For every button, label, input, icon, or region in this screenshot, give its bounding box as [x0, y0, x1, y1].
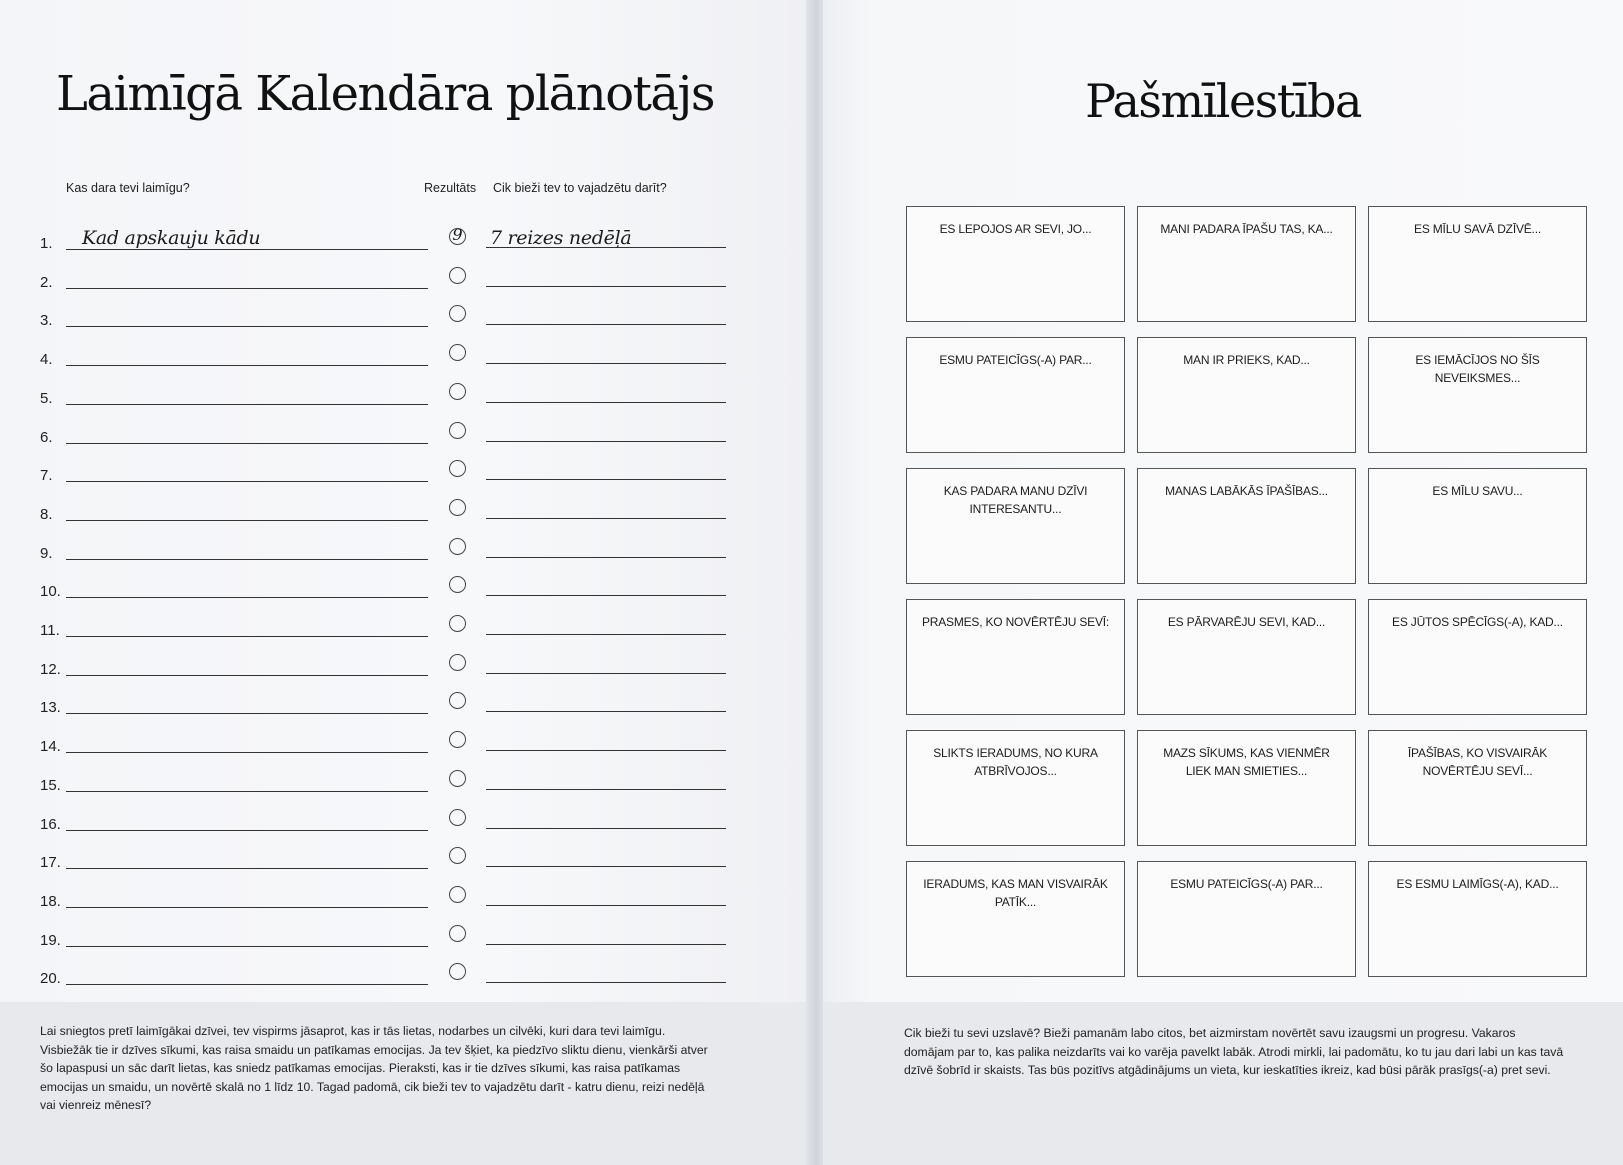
row-number: 15.	[40, 776, 61, 794]
score-circle[interactable]	[449, 383, 466, 400]
frequency-line[interactable]	[486, 286, 726, 287]
planner-title: Laimīgā Kalendāra plānotājs	[55, 66, 715, 122]
answer-line[interactable]	[66, 636, 428, 637]
prompt-label: ES JŪTOS SPĒCĪGS(-A), KAD...	[1392, 615, 1563, 629]
column-header-question: Kas dara tevi laimīgu?	[66, 181, 190, 195]
list-row	[0, 252, 813, 291]
answer-line[interactable]	[66, 907, 428, 908]
frequency-line[interactable]	[486, 518, 726, 519]
row-number: 16.	[40, 815, 61, 833]
score-circle[interactable]	[449, 809, 466, 826]
answer-line[interactable]	[66, 597, 428, 598]
right-footer-text: Cik bieži tu sevi uzslavē? Bieži pamanām labo citos, bet aizmirstam novērtēt savu izaugsmi un progresu. Vakaros domājam par to, kas palika neizdarīts vai ko varēja pavelkt labāk. Atrodi mirkli, lai padomātu, ko tu jau dari labi un kas tavā dzīvē šobrīd ir skaists. Tas būs pozitīvs atgādinājums un vieta, kur ieskatīties ikreiz, kad būsi pārāk prasīgs(-a) pret sevi.	[904, 1026, 1564, 1077]
frequency-line[interactable]	[486, 673, 726, 674]
prompt-label: MANI PADARA ĪPAŠU TAS, KA...	[1160, 222, 1333, 236]
list-row	[0, 445, 813, 484]
list-row	[0, 755, 813, 794]
list-row	[0, 910, 813, 949]
score-circle[interactable]	[449, 460, 466, 477]
prompt-label: MAN IR PRIEKS, KAD...	[1183, 353, 1310, 367]
prompt-box[interactable]	[906, 861, 1125, 977]
score-circle[interactable]	[449, 925, 466, 942]
prompt-box[interactable]	[1368, 599, 1587, 715]
frequency-line[interactable]	[486, 324, 726, 325]
list-row	[0, 677, 813, 716]
answer-line[interactable]	[66, 481, 428, 482]
score-circle[interactable]	[449, 615, 466, 632]
prompt-label: SLIKTS IERADUMS, NO KURA ATBRĪVOJOS...	[933, 746, 1098, 778]
prompt-box[interactable]	[1368, 730, 1587, 846]
answer-line[interactable]	[66, 559, 428, 560]
prompt-label: KAS PADARA MANU DZĪVI INTERESANTU...	[943, 484, 1088, 516]
row-number: 6.	[40, 428, 53, 446]
prompt-box[interactable]	[906, 599, 1125, 715]
answer-line[interactable]	[66, 365, 428, 366]
answer-line[interactable]	[66, 288, 428, 289]
prompt-label: MAZS SĪKUMS, KAS VIENMĒR LIEK MAN SMIETIES...	[1163, 746, 1330, 778]
list-row	[0, 290, 813, 329]
list-row	[0, 832, 813, 871]
answer-line[interactable]	[66, 830, 428, 831]
list-row	[0, 794, 813, 833]
score-circle[interactable]	[449, 576, 466, 593]
score-circle[interactable]	[449, 731, 466, 748]
column-header-frequency: Cik bieži tev to vajadzētu darīt?	[493, 181, 667, 195]
frequency-line[interactable]	[486, 982, 726, 983]
list-row	[0, 639, 813, 678]
prompt-box[interactable]	[906, 468, 1125, 584]
prompt-label: PRASMES, KO NOVĒRTĒJU SEVĪ:	[921, 615, 1110, 629]
frequency-line[interactable]	[486, 828, 726, 829]
prompt-box[interactable]	[1368, 206, 1587, 322]
prompt-box[interactable]	[1368, 337, 1587, 453]
row-number: 13.	[40, 699, 61, 717]
prompt-box[interactable]	[906, 337, 1125, 453]
score-circle[interactable]	[449, 344, 466, 361]
prompt-box[interactable]	[906, 730, 1125, 846]
prompt-label: ES ESMU LAIMĪGS(-A), KAD...	[1396, 877, 1559, 891]
answer-line[interactable]	[66, 404, 428, 405]
prompt-box[interactable]	[1137, 861, 1356, 977]
prompt-box[interactable]	[1137, 468, 1356, 584]
prompt-box[interactable]	[1137, 337, 1356, 453]
list-row	[0, 213, 813, 252]
row-number: 1.	[40, 235, 53, 252]
frequency-line[interactable]	[486, 402, 726, 403]
right-footer	[823, 1002, 1623, 1165]
handwritten-answer: Kad apskauju kādu	[82, 227, 261, 249]
frequency-line[interactable]	[486, 866, 726, 867]
score-circle[interactable]	[449, 692, 466, 709]
row-number: 20.	[40, 970, 61, 988]
prompt-label: IERADUMS, KAS MAN VISVAIRĀK PATĪK...	[923, 877, 1108, 909]
row-number: 19.	[40, 931, 61, 949]
frequency-line[interactable]	[486, 711, 726, 712]
frequency-line[interactable]	[486, 557, 726, 558]
score-circle[interactable]	[449, 538, 466, 555]
row-number: 14.	[40, 738, 61, 756]
prompt-box[interactable]	[906, 206, 1125, 322]
score-circle[interactable]	[449, 847, 466, 864]
row-number: 3.	[40, 312, 53, 330]
frequency-line[interactable]	[486, 479, 726, 480]
score-circle[interactable]	[449, 654, 466, 671]
frequency-line[interactable]	[486, 441, 726, 442]
list-row	[0, 368, 813, 407]
prompt-box[interactable]	[1368, 861, 1587, 977]
score-circle[interactable]	[449, 886, 466, 903]
prompt-label: MANAS LABĀKĀS ĪPAŠĪBAS...	[1165, 484, 1328, 498]
list-row	[0, 600, 813, 639]
prompt-box[interactable]	[1368, 468, 1587, 584]
prompt-box[interactable]	[1137, 599, 1356, 715]
answer-line[interactable]	[66, 791, 428, 792]
prompt-box[interactable]	[1137, 206, 1356, 322]
frequency-line[interactable]	[486, 595, 726, 596]
prompt-label: ES IEMĀCĪJOS NO ŠĪS NEVEIKSMES...	[1415, 353, 1540, 385]
list-row	[0, 871, 813, 910]
answer-line[interactable]	[66, 868, 428, 869]
list-row	[0, 484, 813, 523]
row-number: 5.	[40, 389, 53, 407]
score-circle[interactable]	[449, 770, 466, 787]
row-number: 10.	[40, 583, 61, 601]
row-number: 12.	[40, 660, 61, 678]
list-row	[0, 561, 813, 600]
row-number: 9.	[40, 544, 53, 562]
handwritten-score: 9	[452, 225, 463, 244]
frequency-line[interactable]	[486, 789, 726, 790]
answer-line[interactable]	[66, 443, 428, 444]
prompt-label: ES PĀRVARĒJU SEVI, KAD...	[1167, 615, 1326, 629]
answer-line[interactable]	[66, 752, 428, 753]
frequency-line[interactable]	[486, 634, 726, 635]
row-number: 17.	[40, 854, 61, 872]
row-number: 11.	[40, 622, 60, 639]
answer-line[interactable]	[66, 713, 428, 714]
frequency-line[interactable]	[486, 363, 726, 364]
frequency-line[interactable]	[486, 944, 726, 945]
frequency-line[interactable]	[486, 750, 726, 751]
column-header-result: Rezultāts	[424, 181, 477, 195]
list-row	[0, 407, 813, 446]
answer-line[interactable]	[66, 984, 428, 985]
prompt-label: ESMU PATEICĪGS(-A) PAR...	[939, 353, 1092, 367]
score-circle[interactable]	[449, 305, 466, 322]
frequency-line[interactable]	[486, 905, 726, 906]
list-row	[0, 716, 813, 755]
prompt-label: ĪPAŠĪBAS, KO VISVAIRĀK NOVĒRTĒJU SEVĪ...	[1407, 746, 1548, 778]
row-number: 7.	[40, 467, 53, 485]
prompt-box[interactable]	[1137, 730, 1356, 846]
prompt-label: ES LEPOJOS AR SEVI, JO...	[939, 222, 1092, 236]
right-page	[823, 0, 1623, 1165]
prompt-label: ES MĪLU SAVĀ DZĪVĒ...	[1414, 222, 1541, 236]
answer-line[interactable]	[66, 520, 428, 521]
answer-line[interactable]	[66, 249, 428, 250]
score-circle[interactable]	[449, 267, 466, 284]
handwritten-frequency: 7 reizes nedēļā	[490, 227, 632, 249]
answer-line[interactable]	[66, 946, 428, 947]
prompt-label: ES MĪLU SAVU...	[1432, 484, 1523, 498]
list-row	[0, 523, 813, 562]
answer-line[interactable]	[66, 675, 428, 676]
list-row	[0, 329, 813, 368]
list-row	[0, 948, 813, 987]
row-number: 18.	[40, 892, 61, 910]
answer-line[interactable]	[66, 326, 428, 327]
self-love-title: Pašmīlestība	[1085, 74, 1361, 128]
row-number: 8.	[40, 505, 53, 523]
row-number: 4.	[40, 351, 53, 369]
prompt-label: ESMU PATEICĪGS(-A) PAR...	[1170, 877, 1323, 891]
row-number: 2.	[40, 273, 53, 291]
left-footer-text: Lai sniegtos pretī laimīgākai dzīvei, tev vispirms jāsaprot, kas ir tās lietas, nodarbes un cilvēki, kuri dara tevi laimīgu. Visbiežāk tie ir dzīves sīkumi, kas raisa smaidu un patīkamas emocijas. Ja tev šķiet, ka piedzīvo sliktu dienu, vienkārši atver šo lapaspusi un sāc darīt lietas, kas sniedz patīkamas emocijas. Pieraksti, kas ir tie dzīves sīkumi, kas raisa patīkamas emocijas un smaidu, un novērtē skalā no 1 līdz 10. Tagad padomā, cik bieži tev to vajadzētu darīt - katru dienu, reizi nedēļā vai vienreiz mēnesī?	[40, 1024, 708, 1112]
left-footer	[0, 1002, 813, 1165]
score-circle[interactable]	[449, 963, 466, 980]
score-circle[interactable]	[449, 422, 466, 439]
score-circle[interactable]	[449, 499, 466, 516]
